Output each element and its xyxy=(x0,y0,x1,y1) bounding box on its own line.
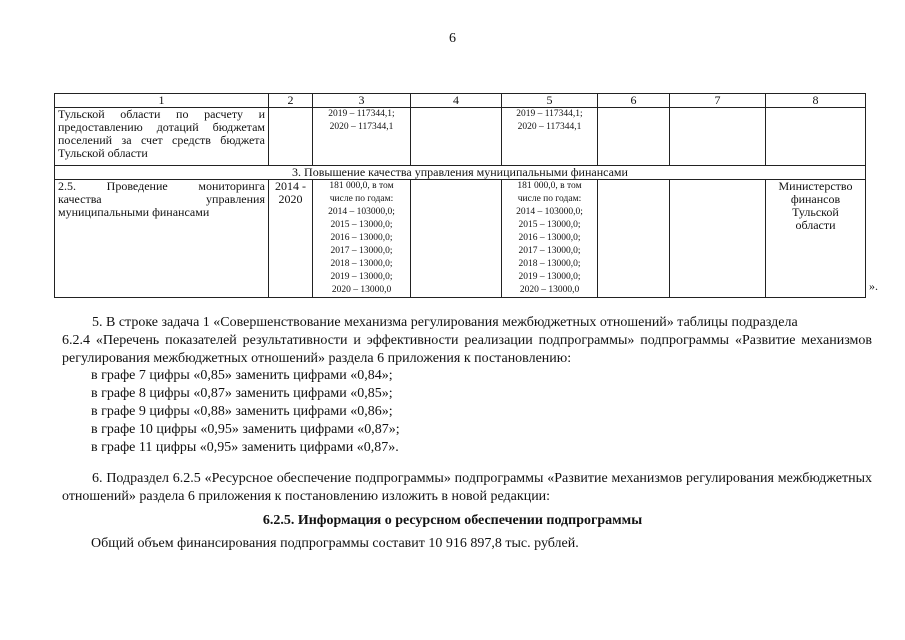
paragraph-6: 6. Подраздел 6.2.5 «Ресурсное обеспечение подпрограммы» подпрограммы «Развитие механизмов регулирования межбюджетных отношений» раздела 6 приложения к постановлению изложить в новой редакции: xyxy=(62,471,872,504)
replacement-item: в графе 7 цифры «0,85» заменить цифрами «0,84»; xyxy=(91,368,393,383)
paragraph-5: 5. В строке задача 1 «Совершенствование механизма регулирования межбюджетных отношений» таблицы подраздела 6.2.4 «Перечень показателей результативности и эффективности реализации подпрограммы» подпрограммы «Развитие механизмов регулирования межбюджетных отношений» раздела 6 приложения к постановлению: xyxy=(62,315,872,366)
table-cell: 2019 – 117344,1; 2020 – 117344,1 xyxy=(502,108,598,166)
header-cell: 5 xyxy=(502,94,598,108)
header-cell: 4 xyxy=(411,94,502,108)
replacement-item: в графе 11 цифры «0,95» заменить цифрами «0,87». xyxy=(91,440,399,455)
table-cell xyxy=(269,108,313,166)
replacement-item: в графе 10 цифры «0,95» заменить цифрами «0,87»; xyxy=(91,422,400,437)
table-cell xyxy=(670,180,766,298)
funding-cell: 181 000,0, в том числе по годам: 2014 – 103000,0; 2015 – 13000,0; 2016 – 13000,0; 2017 – 13000,0; 2018 – 13000,0; 2019 – 13000,0; 2020 – 13000,0 xyxy=(313,180,411,298)
table-row xyxy=(55,180,866,298)
table-header-row xyxy=(55,94,866,108)
header-cell: 2 xyxy=(269,94,313,108)
replacement-item: в графе 8 цифры «0,87» заменить цифрами «0,85»; xyxy=(91,386,393,401)
header-cell: 3 xyxy=(313,94,411,108)
row-name-cell: 2.5. Проведение мониторинга качества управления муниципальными финансами xyxy=(55,180,269,298)
table-cell xyxy=(766,108,866,166)
program-table xyxy=(54,93,866,298)
replacement-item: в графе 9 цифры «0,88» заменить цифрами «0,86»; xyxy=(91,404,393,419)
table-cell xyxy=(670,108,766,166)
closing-quote: ». xyxy=(869,279,878,293)
table-cell xyxy=(598,180,670,298)
section-row xyxy=(55,166,866,180)
total-financing: Общий объем финансирования подпрограммы составит 10 916 897,8 тыс. рублей. xyxy=(91,536,579,551)
header-cell: 1 xyxy=(55,94,269,108)
table-row xyxy=(55,108,866,166)
header-cell: 6 xyxy=(598,94,670,108)
section-title: 3. Повышение качества управления муниципальными финансами xyxy=(55,166,866,180)
table-cell: 2019 – 117344,1; 2020 – 117344,1 xyxy=(313,108,411,166)
funding-cell: 181 000,0, в том числе по годам: 2014 – 103000,0; 2015 – 13000,0; 2016 – 13000,0; 2017 – 13000,0; 2018 – 13000,0; 2019 – 13000,0; 2020 – 13000,0 xyxy=(502,180,598,298)
responsible-cell: Министерство финансов Тульской области xyxy=(766,180,866,298)
section-heading: 6.2.5. Информация о ресурсном обеспечении подпрограммы xyxy=(262,513,643,528)
table-cell xyxy=(411,108,502,166)
page-number: 6 xyxy=(449,31,456,46)
row-name-cell: Тульской области по расчету и предоставлению дотаций бюджетам поселений за счет средств бюджета Тульской области xyxy=(55,108,269,166)
period-cell: 2014 - 2020 xyxy=(269,180,313,298)
table-cell xyxy=(411,180,502,298)
header-cell: 8 xyxy=(766,94,866,108)
table-cell xyxy=(598,108,670,166)
header-cell: 7 xyxy=(670,94,766,108)
